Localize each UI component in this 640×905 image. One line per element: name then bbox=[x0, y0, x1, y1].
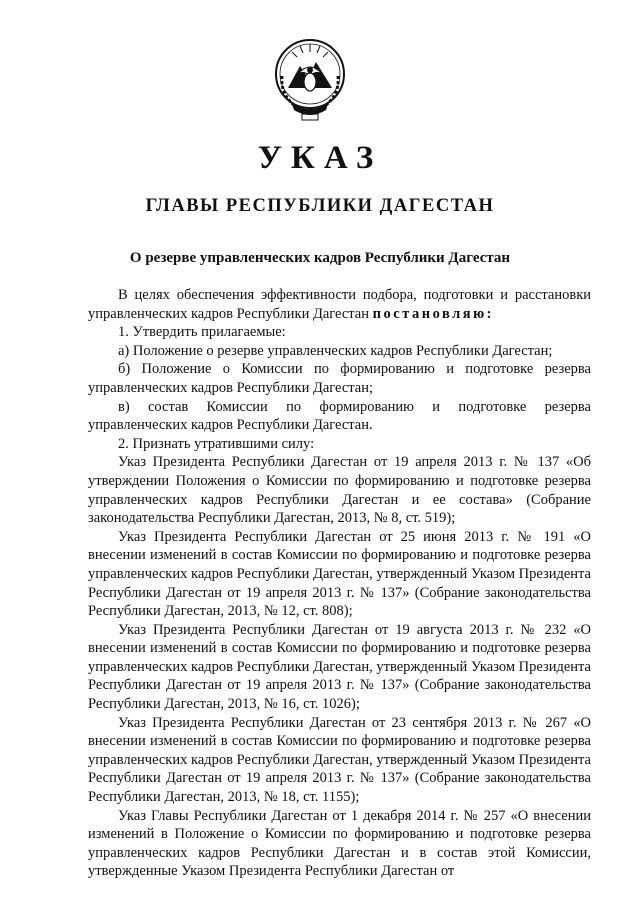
clause-1a: а) Положение о резерве управленческих кадров Республики Дагестан; bbox=[118, 342, 553, 359]
clause-2: 2. Признать утратившими силу: bbox=[118, 435, 315, 452]
intro-text: В целях обеспечения эффективности подбора, подготовки и расстановки управленческих кадров Республики Дагестан bbox=[88, 287, 591, 322]
clause-1: 1. Утвердить прилагаемые: bbox=[118, 324, 286, 341]
document-subtitle: ГЛАВЫ РЕСПУБЛИКИ ДАГЕСТАН bbox=[145, 196, 495, 216]
decree-heading: О резерве управленческих кадров Республики Дагестан bbox=[129, 250, 511, 266]
coat-of-arms-emblem-icon bbox=[268, 30, 352, 126]
clause-1c: в) состав Комиссии по формированию и подготовке резерва управленческих кадров Республики Дагестан. bbox=[88, 398, 591, 434]
repealed-item-5: Указ Главы Республики Дагестан от 1 декабря 2014 г. № 257 «О внесении изменений в Положение о Комиссии по формированию и подготовке резерва управленческих кадров Республики Дагестан и в состав этой Комиссии, утвержденные Указом Президента Республики Дагестан от bbox=[88, 807, 591, 880]
document-title: УКАЗ bbox=[257, 140, 383, 176]
repealed-item-2: Указ Президента Республики Дагестан от 25 июня 2013 г. № 191 «О внесении изменений в состав Комиссии по формированию и подготовке резерва управленческих кадров Республики Дагестан, утвержденный Указом Президента Республики Дагестан от 19 апреля 2013 г. № 137» (Собрание законодательства Республики Дагестан, 2013, № 12, ст. 808); bbox=[88, 528, 591, 620]
repealed-item-4: Указ Президента Республики Дагестан от 23 сентября 2013 г. № 267 «О внесении изменений в состав Комиссии по формированию и подготовке резерва управленческих кадров Республики Дагестан, утвержденный Указом Президента Республики Дагестан от 19 апреля 2013 г. № 137» (Собрание законодательства Республики Дагестан, 2013, № 18, ст. 1155); bbox=[88, 714, 591, 806]
repealed-item-3: Указ Президента Республики Дагестан от 19 августа 2013 г. № 232 «О внесении изменений в состав Комиссии по формированию и подготовке резерва управленческих кадров Республики Дагестан, утвержденный Указом Президента Республики Дагестан от 19 апреля 2013 г. № 137» (Собрание законодательства Республики Дагестан, 2013, № 16, ст. 1026); bbox=[88, 621, 591, 713]
intro-emphasis: постановляю: bbox=[372, 305, 494, 322]
clause-1b: б) Положение о Комиссии по формированию и подготовке резерва управленческих кадров Республики Дагестан; bbox=[88, 361, 591, 396]
repealed-item-1: Указ Президента Республики Дагестан от 19 апреля 2013 г. № 137 «Об утверждении Положения о Комиссии по формированию и подготовке резерва управленческих кадров Республики Дагестан и ее состава» (Собрание законодательства Республики Дагестан, 2013, № 8, ст. 519); bbox=[88, 454, 591, 527]
decree-body bbox=[88, 286, 591, 881]
intro-paragraph bbox=[88, 286, 591, 323]
